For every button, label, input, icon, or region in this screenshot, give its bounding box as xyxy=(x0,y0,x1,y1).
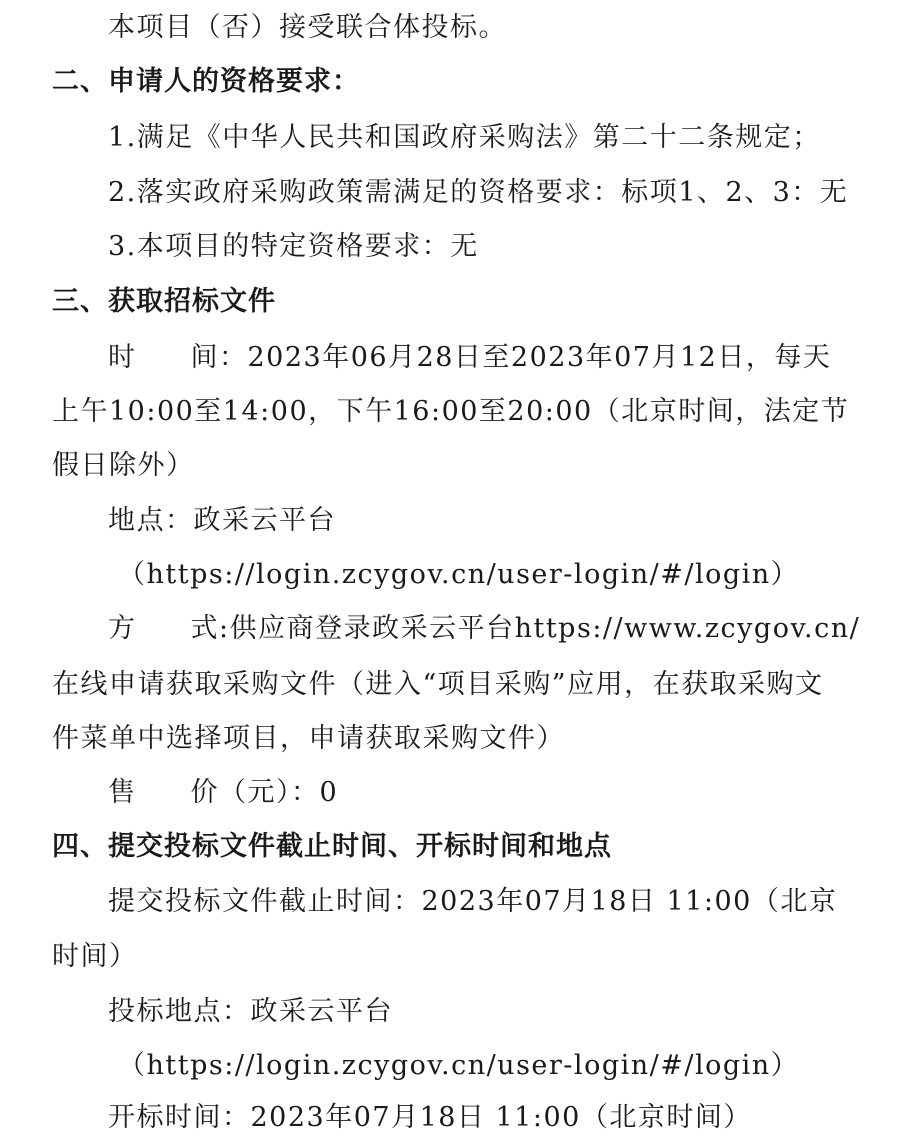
deadline-line: 提交投标文件截止时间：2023年07月18日 11:00（北京 xyxy=(108,886,838,917)
bid-location-line: 投标地点：政采云平台 xyxy=(108,996,393,1027)
time-continuation-2: 假日除外） xyxy=(52,450,195,481)
method-continuation-2: 件菜单中选择项目，申请获取采购文件） xyxy=(52,723,565,754)
price-value: 价（元）：0 xyxy=(190,777,339,808)
method-continuation: 在线申请获取采购文件（进入“项目采购”应用，在获取采购文 xyxy=(52,669,824,700)
qualification-item-1: 1.满足《中华人民共和国政府采购法》第二十二条规定； xyxy=(108,122,821,153)
section-heading-qualifications: 二、申请人的资格要求： xyxy=(52,66,360,97)
consortium-statement: 本项目（否）接受联合体投标。 xyxy=(108,12,507,43)
time-line xyxy=(108,340,831,376)
qualification-item-2: 2.落实政府采购政策需满足的资格要求：标项1、2、3：无 xyxy=(108,177,849,208)
opening-time-line: 开标时间：2023年07月18日 11:00（北京时间） xyxy=(108,1102,752,1133)
login-url[interactable]: （https://login.zcygov.cn/user-login/#/login） xyxy=(118,559,800,590)
deadline-continuation: 时间） xyxy=(52,941,138,972)
method-line xyxy=(108,611,860,647)
time-continuation: 上午10:00至14:00，下午16:00至20:00（北京时间，法定节 xyxy=(52,396,850,427)
method-label-char: 方 xyxy=(108,613,137,644)
section-heading-obtain-documents: 三、获取招标文件 xyxy=(52,286,276,317)
location-line: 地点：政采云平台 xyxy=(108,505,336,536)
time-label-char: 时 xyxy=(108,342,137,373)
qualification-item-3: 3.本项目的特定资格要求：无 xyxy=(108,231,479,262)
bid-login-url[interactable]: （https://login.zcygov.cn/user-login/#/login） xyxy=(118,1050,800,1081)
price-line xyxy=(108,775,338,811)
price-label-char: 售 xyxy=(108,777,137,808)
time-value: 间：2023年06月28日至2023年07月12日，每天 xyxy=(190,342,832,373)
method-value: 式:供应商登录政采云平台https://www.zcygov.cn/ xyxy=(190,613,861,644)
section-heading-deadline: 四、提交投标文件截止时间、开标时间和地点 xyxy=(52,831,612,862)
